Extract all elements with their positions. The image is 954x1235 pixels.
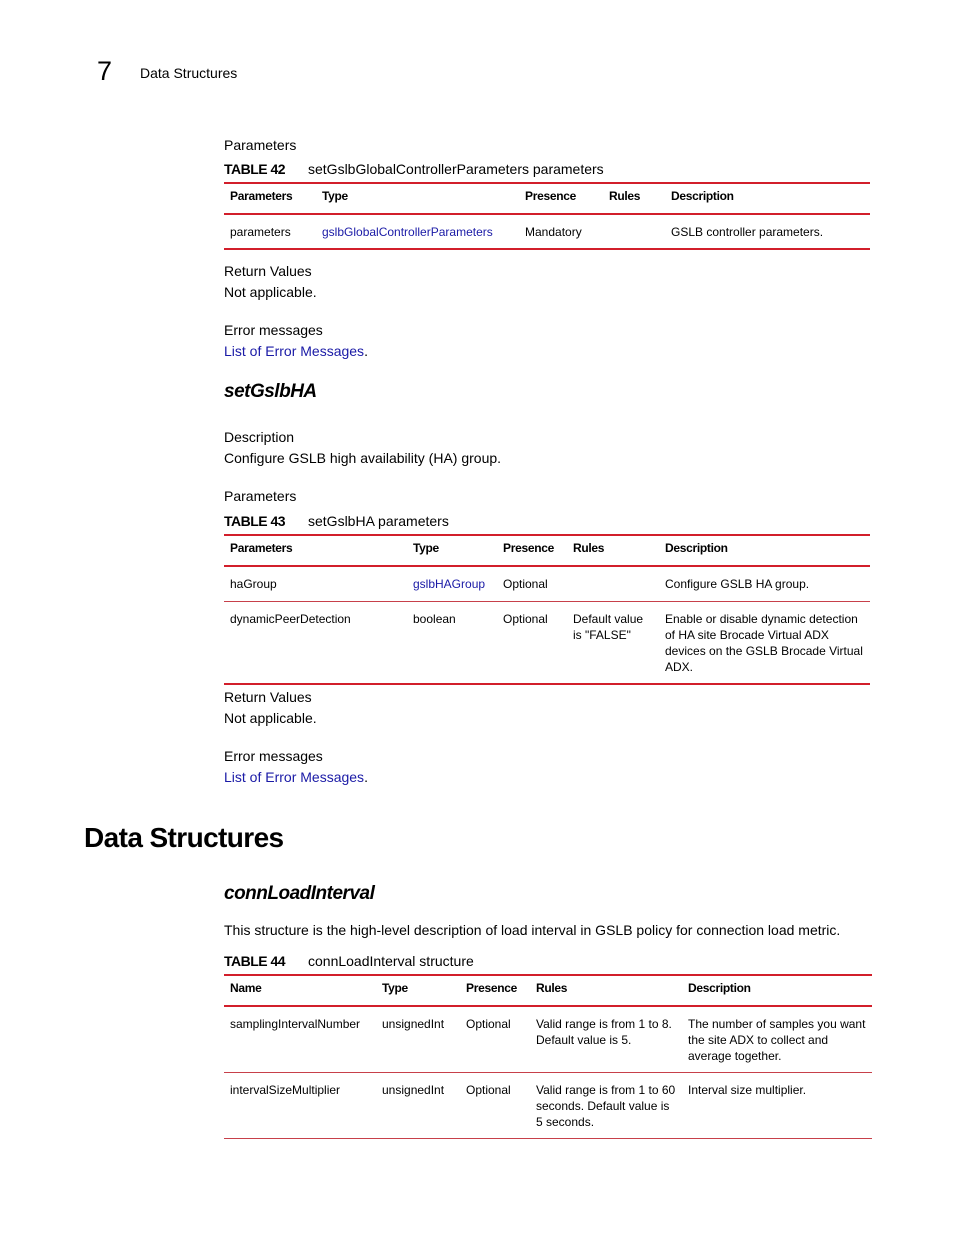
table-row xyxy=(224,601,870,684)
table-42 xyxy=(224,182,870,250)
description-label: Description xyxy=(224,429,295,445)
table-caption-number: TABLE 44 xyxy=(224,953,286,969)
type-link[interactable]: gslbHAGroup xyxy=(413,577,486,591)
table-cell xyxy=(567,566,659,601)
table-header-row xyxy=(224,975,872,1006)
table-43 xyxy=(224,534,870,685)
intro-text: This structure is the high-level description of load interval in GSLB policy for connection load metric. xyxy=(224,922,841,938)
column-header: Description xyxy=(688,981,751,995)
table-caption-text: setGslbGlobalControllerParameters parameters xyxy=(308,161,604,177)
period: . xyxy=(364,769,368,785)
column-header: Type xyxy=(322,189,348,203)
chapter-number: 7 xyxy=(97,56,113,86)
table-cell: Default value is "FALSE" xyxy=(573,611,644,642)
column-header: Rules xyxy=(573,541,605,555)
table-cell: unsignedInt xyxy=(382,1083,445,1097)
table-cell: The number of samples you want the site ADX to collect and average together. xyxy=(688,1017,866,1063)
table-cell: unsignedInt xyxy=(382,1017,445,1031)
error-messages-label: Error messages xyxy=(224,322,323,338)
description-text: Configure GSLB high availability (HA) group. xyxy=(224,450,502,466)
column-header: Parameters xyxy=(230,189,293,203)
table-cell: parameters xyxy=(230,225,291,239)
table-cell: Optional xyxy=(503,611,548,626)
table-cell: intervalSizeMultiplier xyxy=(230,1083,341,1097)
table-cell: haGroup xyxy=(230,577,277,591)
chapter-title: Data Structures xyxy=(140,65,238,81)
table-caption-number: TABLE 42 xyxy=(224,161,286,177)
table-44 xyxy=(224,974,872,1139)
table-cell: samplingIntervalNumber xyxy=(230,1017,361,1031)
column-header: Type xyxy=(413,541,439,555)
table-caption-text: setGslbHA parameters xyxy=(308,513,449,529)
table-cell: Valid range is from 1 to 60 seconds. Default value is 5 seconds. xyxy=(536,1083,676,1129)
table-caption-number: TABLE 43 xyxy=(224,513,286,529)
column-header: Presence xyxy=(503,541,554,555)
table-cell: Optional xyxy=(503,577,548,591)
table-cell: Enable or disable dynamic detection of HA site Brocade Virtual ADX devices on the GSLB Brocade Virtual ADX. xyxy=(665,611,863,674)
parameters-label: Parameters xyxy=(224,488,297,504)
table-cell: dynamicPeerDetection xyxy=(230,611,351,626)
parameters-label: Parameters xyxy=(224,137,297,153)
table-row xyxy=(224,566,870,601)
error-messages-label: Error messages xyxy=(224,748,323,764)
table-caption xyxy=(224,952,474,970)
error-messages-line xyxy=(224,768,368,786)
error-messages-link[interactable]: List of Error Messages xyxy=(224,769,365,785)
column-header: Presence xyxy=(466,981,517,995)
column-header: Type xyxy=(382,981,408,995)
table-header-row xyxy=(224,183,870,214)
column-header: Parameters xyxy=(230,541,293,555)
table-cell: boolean xyxy=(413,611,456,626)
section-heading-setgslbha: setGslbHA xyxy=(224,381,317,402)
table-caption-text: connLoadInterval structure xyxy=(308,953,474,969)
table-cell: Interval size multiplier. xyxy=(688,1083,807,1097)
column-header: Description xyxy=(665,541,728,555)
table-cell: Mandatory xyxy=(525,225,582,239)
return-values-text: Not applicable. xyxy=(224,710,317,726)
column-header: Name xyxy=(230,981,262,995)
period: . xyxy=(364,343,368,359)
table-row xyxy=(224,1006,872,1073)
table-cell: GSLB controller parameters. xyxy=(671,225,824,239)
page-heading-data-structures: Data Structures xyxy=(84,822,284,853)
column-header: Rules xyxy=(536,981,568,995)
error-messages-line xyxy=(224,342,368,360)
table-cell xyxy=(603,214,665,249)
table-header-row xyxy=(224,535,870,566)
column-header: Presence xyxy=(525,189,576,203)
table-cell: Configure GSLB HA group. xyxy=(665,577,810,591)
table-row xyxy=(224,1073,872,1139)
table-row xyxy=(224,214,870,249)
type-link[interactable]: gslbGlobalControllerParameters xyxy=(322,225,493,239)
table-cell: Valid range is from 1 to 8. Default value is 5. xyxy=(536,1017,672,1047)
return-values-text: Not applicable. xyxy=(224,284,317,300)
table-caption xyxy=(224,160,604,178)
section-heading-connloadinterval: connLoadInterval xyxy=(224,883,375,904)
return-values-label: Return Values xyxy=(224,689,312,705)
column-header: Rules xyxy=(609,189,641,203)
error-messages-link[interactable]: List of Error Messages xyxy=(224,343,365,359)
table-cell: Optional xyxy=(466,1083,511,1097)
table-caption xyxy=(224,512,449,530)
table-cell: Optional xyxy=(466,1017,511,1031)
return-values-label: Return Values xyxy=(224,263,312,279)
column-header: Description xyxy=(671,189,734,203)
